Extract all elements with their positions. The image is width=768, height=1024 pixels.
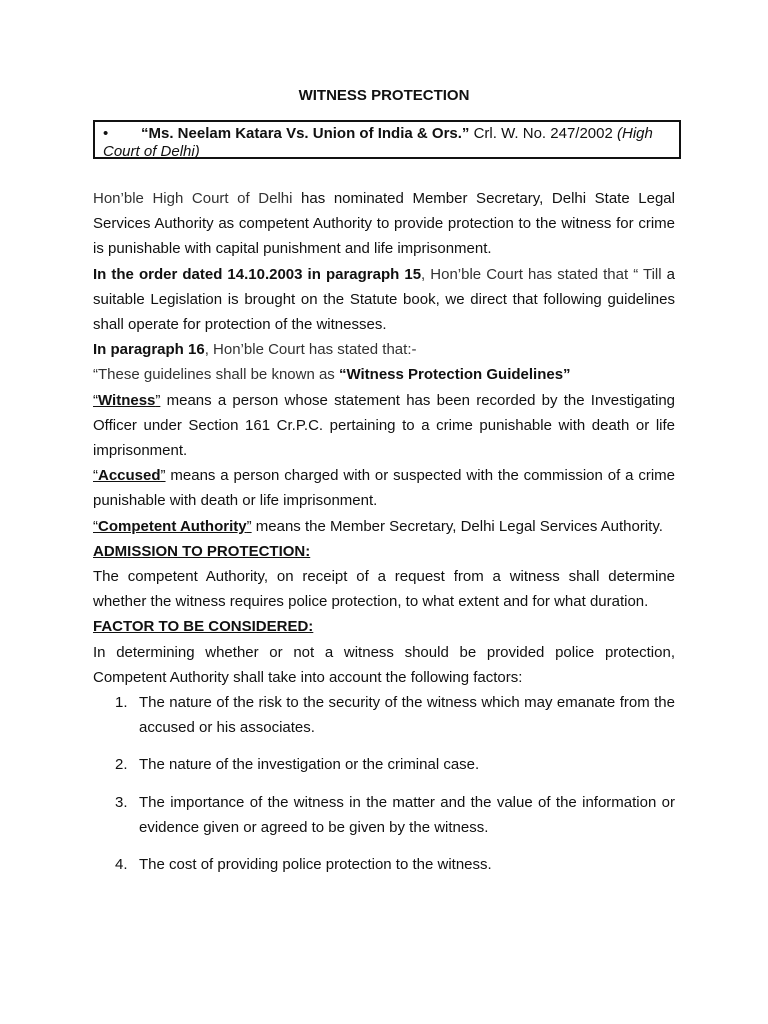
document-body bbox=[93, 186, 675, 889]
factors-intro: In determining whether or not a witness should be provided police protection, Competent Authority shall take into account the following factors: bbox=[93, 643, 675, 686]
paragraph-16-lead: In paragraph 16 bbox=[93, 341, 205, 359]
accused-definition-text: means a person charged with or suspected with the commission of a crime punishable with death or life imprisonment. bbox=[93, 467, 675, 510]
factors-list bbox=[93, 690, 675, 877]
document-title: WITNESS PROTECTION bbox=[298, 87, 470, 104]
definition-accused bbox=[93, 463, 675, 513]
paragraph-16 bbox=[93, 337, 675, 362]
accused-term: “Accused” bbox=[93, 467, 166, 485]
list-item: 2. The nature of the investigation or the criminal case. bbox=[115, 756, 480, 774]
paragraph-16-text: , Hon’ble Court has stated that:- bbox=[204, 341, 417, 359]
admission-heading: ADMISSION TO PROTECTION: bbox=[93, 542, 311, 560]
case-number: Crl. W. No. 247/2002 bbox=[469, 125, 617, 142]
admission-text: The competent Authority, on receipt of a request from a witness shall determine whether the witness requires police protection, to what extent and for what duration. bbox=[93, 568, 675, 611]
nomination-lead: Hon’ble High Court of Delhi bbox=[93, 190, 293, 207]
guidelines-text: “These guidelines shall be known as bbox=[93, 366, 339, 384]
case-citation-box bbox=[93, 120, 681, 159]
list-item: 3. The importance of the witness in the matter and the value of the information or evidence given or agreed to be given by the witness. bbox=[115, 793, 675, 836]
competent-authority-term: “Competent Authority” bbox=[93, 517, 252, 535]
competent-authority-definition-text: means the Member Secretary, Delhi Legal Services Authority. bbox=[251, 517, 663, 535]
nomination-text: has nominated Member Secretary, Delhi State Legal Services Authority as competent Authority to provide protection to the witness for crime is punishable with capital punishment and life imprisonment. bbox=[93, 190, 675, 258]
list-item: 1. The nature of the risk to the security of the witness which may emanate from the accused or his associates. bbox=[115, 694, 675, 737]
paragraph-nomination bbox=[93, 186, 675, 262]
definition-witness bbox=[93, 388, 675, 464]
factors-heading: FACTOR TO BE CONSIDERED: bbox=[93, 618, 314, 636]
definition-competent-authority bbox=[93, 514, 675, 539]
paragraph-guidelines bbox=[93, 362, 675, 387]
order-mid: , Hon’ble Court has stated that “ Till bbox=[421, 265, 662, 283]
bullet-icon: • bbox=[103, 125, 109, 142]
order-lead: In the order dated 14.10.2003 in paragraph 15 bbox=[93, 265, 422, 283]
guidelines-name: “Witness Protection Guidelines” bbox=[338, 366, 571, 384]
order-text: a suitable Legislation is brought on the Statute book, we direct that following guidelines shall operate for protection of the witnesses. bbox=[93, 265, 675, 334]
witness-term: “Witness” bbox=[93, 391, 161, 409]
witness-definition-text: means a person whose statement has been recorded by the Investigating Officer under Section 161 Cr.P.C. pertaining to a crime punishable with death or life imprisonment. bbox=[93, 391, 675, 460]
list-item: 4. The cost of providing police protection to the witness. bbox=[115, 856, 492, 874]
case-name: “Ms. Neelam Katara Vs. Union of India & Ors.” bbox=[141, 125, 470, 142]
paragraph-order bbox=[93, 262, 675, 338]
case-court: (High Court of Delhi) bbox=[103, 125, 653, 160]
